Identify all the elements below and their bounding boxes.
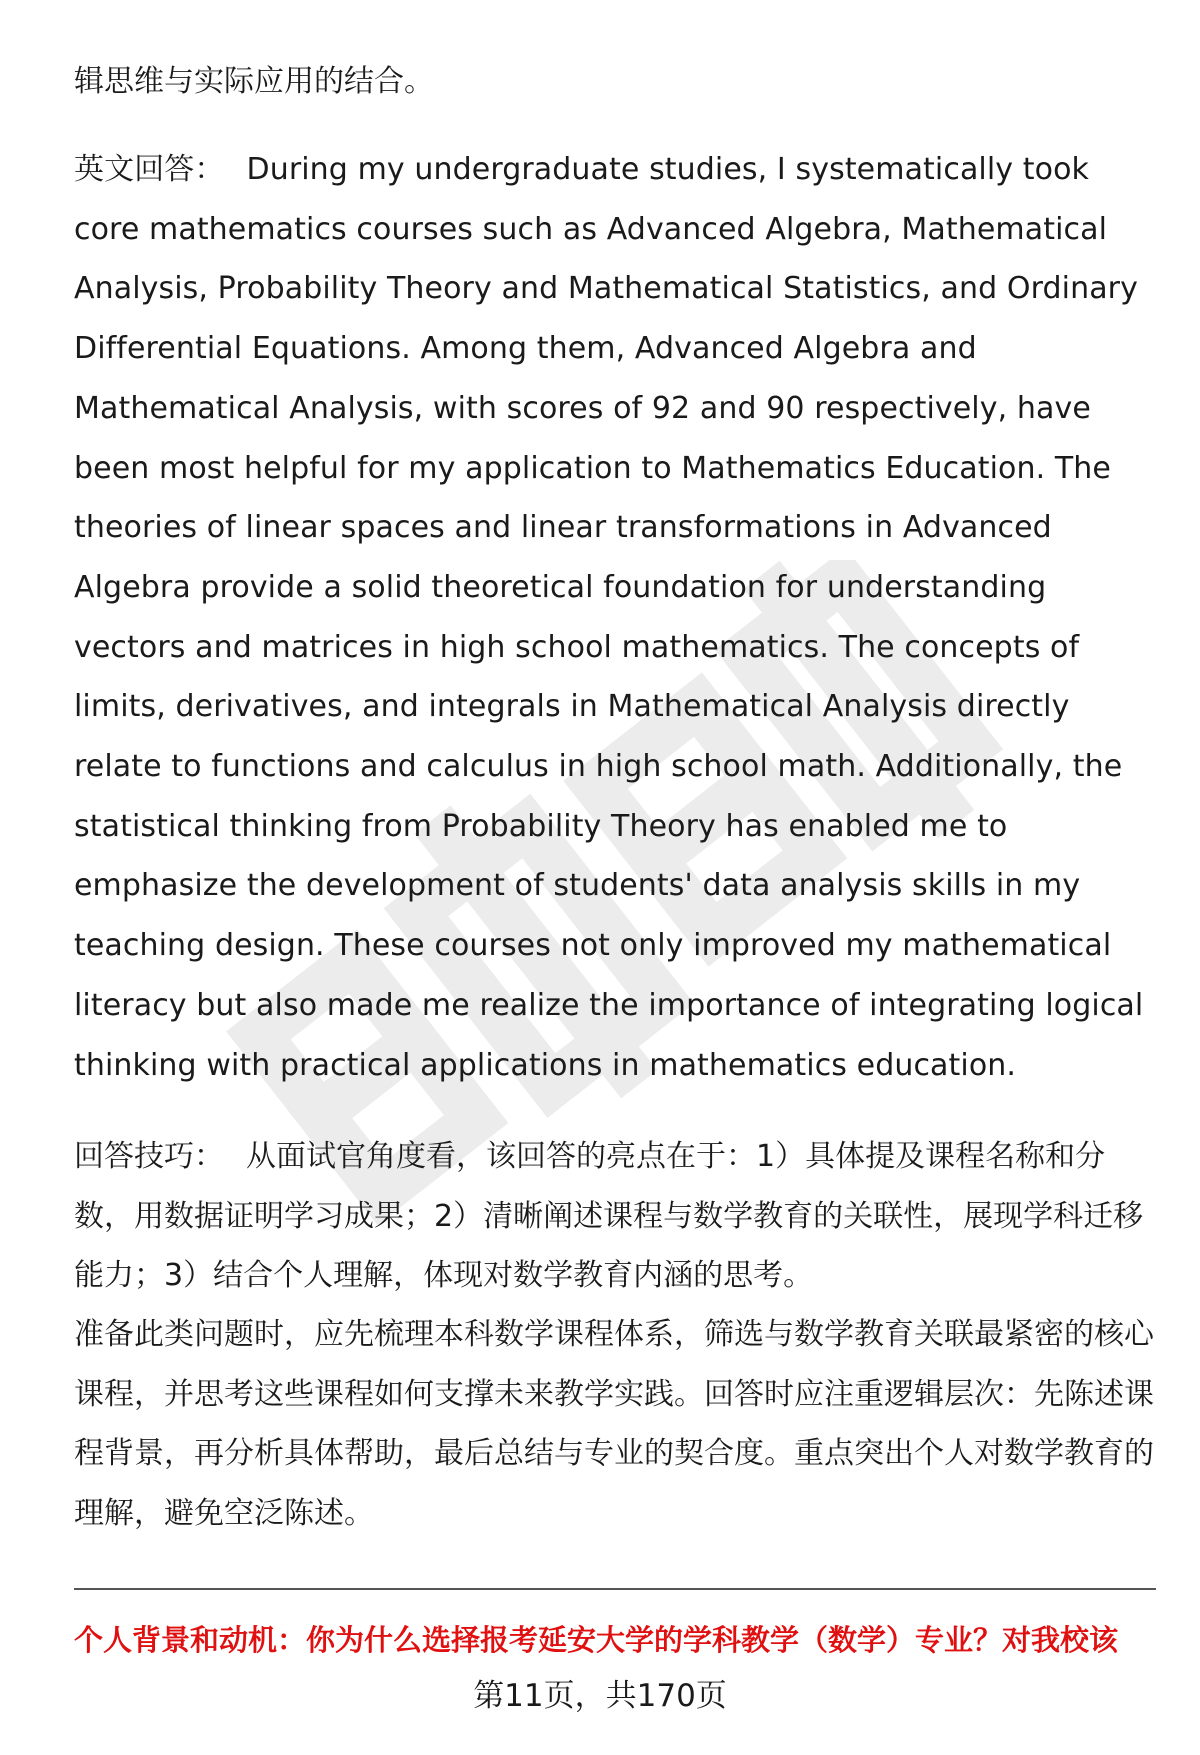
answer-tips-label: 回答技巧： [74, 1139, 224, 1174]
english-answer-label: 英文回答： [74, 152, 225, 187]
preparation-advice-paragraph: 准备此类问题时，应先梳理本科数学课程体系，筛选与数学教育关联最紧密的核心课程，并思考这些课程如何支撑未来教学实践。回答时应注重逻辑层次：先陈述课程背景，再分析具体帮助，最后总结与专业的契合度。重点突出个人对数学教育的理解，避免空泛陈述。 [74, 1317, 1154, 1531]
english-answer-paragraph [74, 140, 1156, 1095]
section-divider [74, 1588, 1156, 1590]
continuation-text: 辑思维与实际应用的结合。 [74, 64, 434, 99]
next-question-heading: 个人背景和动机：你为什么选择报考延安大学的学科教学（数学）专业？对我校该 [74, 1623, 1119, 1657]
page-number: 第11页，共170页 [473, 1678, 727, 1714]
answer-tips-paragraph [74, 1127, 1156, 1306]
english-answer-text: During my undergraduate studies, I systematically took core mathematics courses such as Advanced Algebra, Mathematical Analysis, Probability Theory and Mathematical Statistics, and Ordinary Differential Equations. Among them, Advanced Algebra and Mathematical Analysis, with scores of 92 and 90 respectively, have been most helpful for my application to Mathematics Education. The theories of linear spaces and linear transformations in Advanced Algebra provide a solid theoretical foundation for understanding vectors and matrices in high school mathematics. The concepts of limits, derivatives, and integrals in Mathematical Analysis directly relate to functions and calculus in high school math. Additionally, the statistical thinking from Probability Theory has enabled me to emphasize the development of students' data analysis skills in my teaching design. These courses not only improved my mathematical literacy but also made me realize the importance of integrating logical thinking with practical applications in mathematics education. [74, 152, 1144, 1083]
answer-tips-text: 从面试官角度看，该回答的亮点在于：1）具体提及课程名称和分数，用数据证明学习成果；2）清晰阐述课程与数学教育的关联性，展现学科迁移能力；3）结合个人理解，体现对数学教育内涵的思考。 [74, 1139, 1144, 1293]
